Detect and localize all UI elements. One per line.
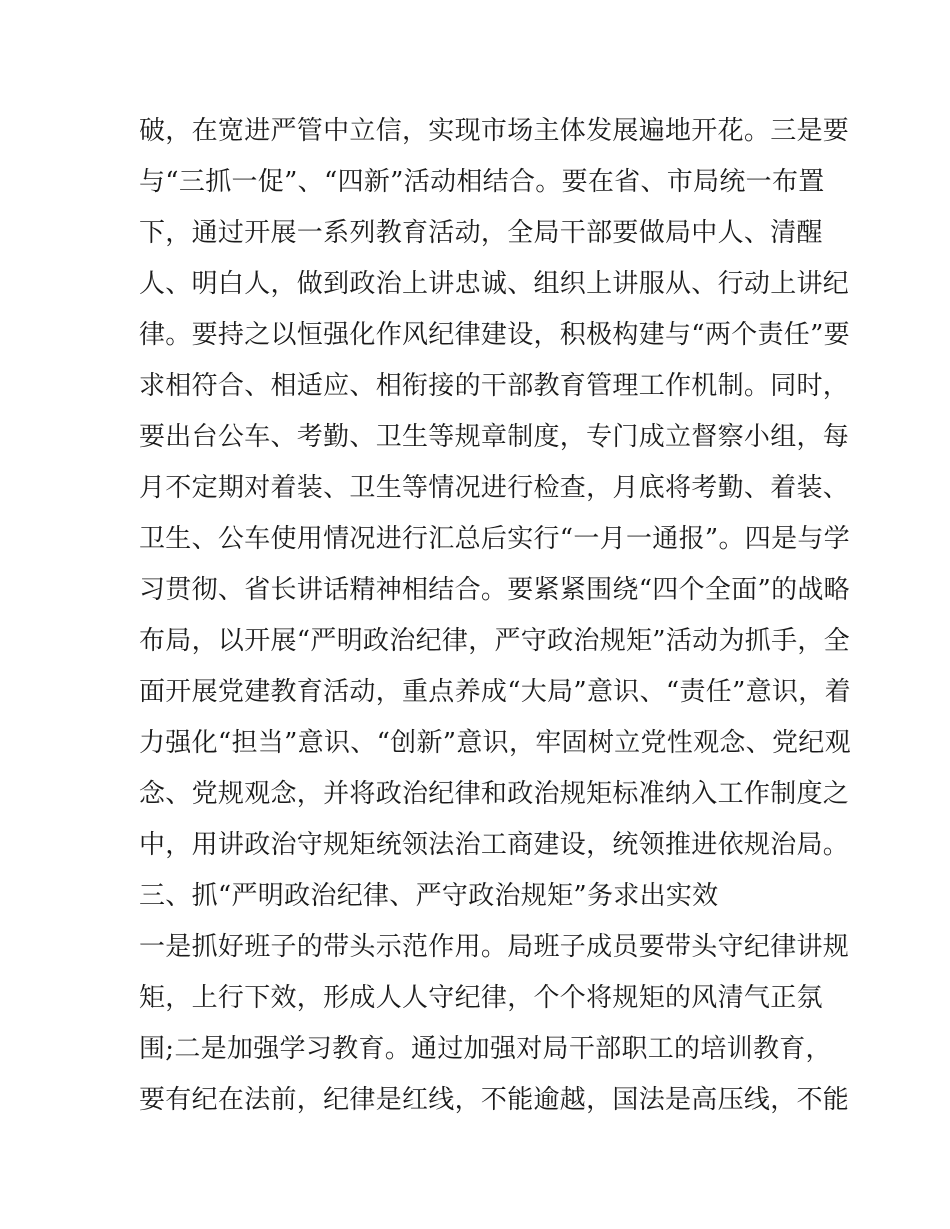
text-line: 力强化“担当”意识、“创新”意识，牢固树立党性观念、党纪观	[139, 728, 851, 758]
text-line: 下，通过开展一系列教育活动，全局干部要做局中人、清醒	[139, 218, 823, 248]
section-heading: 三、抓“严明政治纪律、严守政治规矩”务求出实效	[139, 881, 719, 911]
text-line: 人、明白人，做到政治上讲忠诚、组织上讲服从、行动上讲纪	[139, 269, 850, 299]
text-line: 卫生、公车使用情况进行汇总后实行“一月一通报”。四是与学	[139, 524, 850, 554]
text-line: 要出台公车、考勤、卫生等规章制度，专门成立督察小组，每	[139, 422, 850, 452]
text-line: 与“三抓一促”、“四新”活动相结合。要在省、市局统一布置	[139, 167, 825, 197]
text-line: 破，在宽进严管中立信，实现市场主体发展遍地开花。三是要	[139, 116, 850, 146]
text-line: 布局，以开展“严明政治纪律，严守政治规矩”活动为抓手，全	[139, 626, 850, 656]
text-line: 中，用讲政治守规矩统领法治工商建设，统领推进依规治局。	[139, 830, 850, 860]
text-line: 月不定期对着装、卫生等情况进行检查，月底将考勤、着装、	[139, 473, 850, 503]
text-line: 念、党规观念，并将政治纪律和政治规矩标准纳入工作制度之	[139, 779, 850, 809]
text-line: 习贯彻、省长讲话精神相结合。要紧紧围绕“四个全面”的战略	[139, 575, 850, 605]
text-line: 一是抓好班子的带头示范作用。局班子成员要带头守纪律讲规	[139, 932, 850, 962]
text-line: 求相符合、相适应、相衔接的干部教育管理工作机制。同时，	[139, 371, 850, 401]
text-line: 矩，上行下效，形成人人守纪律，个个将规矩的风清气正氛	[139, 983, 823, 1013]
text-line: 面开展党建教育活动，重点养成“大局”意识、“责任”意识，着	[139, 677, 851, 707]
body-text	[139, 106, 851, 1126]
text-line: 围;二是加强学习教育。通过加强对局干部职工的培训教育，	[139, 1034, 832, 1064]
text-line: 律。要持之以恒强化作风纪律建设，积极构建与“两个责任”要	[139, 320, 850, 350]
text-line: 要有纪在法前，纪律是红线，不能逾越，国法是高压线，不能	[139, 1085, 850, 1115]
